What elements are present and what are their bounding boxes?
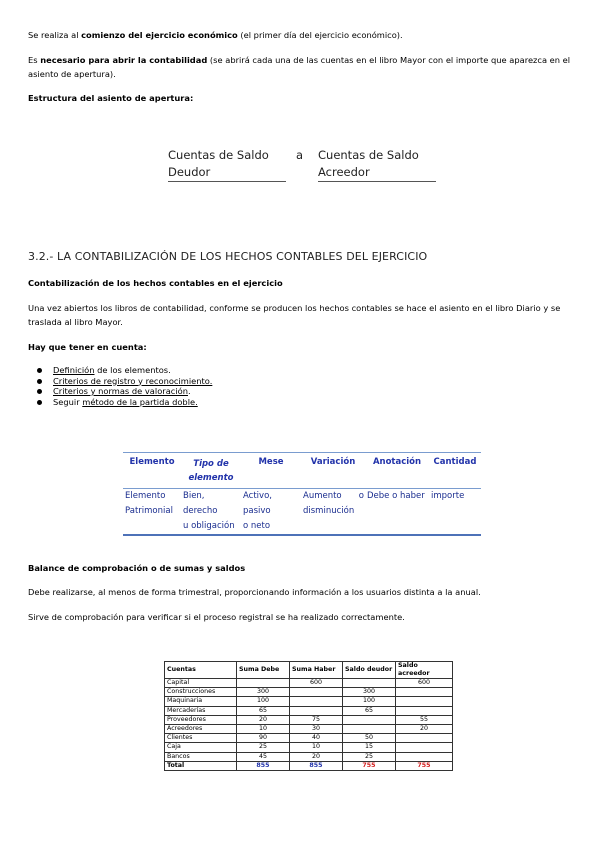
asiento-separator: a <box>296 148 304 162</box>
table-cell <box>290 688 343 697</box>
table-cell: 30 <box>290 724 343 733</box>
table-cell <box>123 489 181 536</box>
asiento-left <box>168 147 286 182</box>
table-cell: 15 <box>343 743 396 752</box>
col-header: Mese <box>241 453 301 489</box>
table-cell: Mercaderías <box>165 706 237 715</box>
table-header-row <box>123 453 481 489</box>
table-row <box>165 752 453 761</box>
table-cell <box>290 697 343 706</box>
total-saldo-deudor: 755 <box>343 761 396 770</box>
col-header: Tipo de elemento <box>181 453 241 489</box>
balance-table <box>164 661 453 771</box>
total-row <box>165 761 453 770</box>
asiento-left-underline <box>168 181 286 182</box>
section-paragraph: Una vez abiertos los libros de contabilidad, conforme se producen los hechos contables se hace el asiento en el libro Diario y se traslada al libro Mayor. <box>28 303 561 327</box>
elements-table <box>123 452 481 536</box>
intro-paragraph-2 <box>28 53 573 81</box>
table-cell: Bancos <box>165 752 237 761</box>
text: Se realiza al <box>28 30 82 40</box>
table-cell <box>396 697 453 706</box>
section-subtitle: Contabilización de los hechos contables en el ejercicio <box>28 278 283 288</box>
table-cell <box>396 734 453 743</box>
asiento-right-line2: Acreedor <box>318 165 370 179</box>
balance-title: Balance de comprobación o de sumas y saldos <box>28 563 246 573</box>
table-cell: 20 <box>237 715 290 724</box>
table-row <box>165 706 453 715</box>
balance-paragraph-1: Debe realizarse, al menos de forma trimestral, proporcionando información a los usuarios distinta a la anual. <box>28 587 481 597</box>
cell-text: importe <box>431 491 465 501</box>
text: (se abrirá cada una de las cuentas en el libro Mayor con el importe que aparezca en el asiento de apertura). <box>28 55 571 79</box>
table-row <box>165 697 453 706</box>
cell-text: Debe o haber <box>367 491 425 501</box>
table-cell <box>237 679 290 688</box>
table-row <box>165 743 453 752</box>
balance-table-body <box>165 679 453 762</box>
table-cell <box>396 706 453 715</box>
col-header: Cantidad <box>429 453 481 489</box>
table-cell: Construcciones <box>165 688 237 697</box>
bullet-item <box>36 397 212 408</box>
cell-text: Aumento <box>303 491 342 501</box>
table-cell: 300 <box>343 688 396 697</box>
tener-heading: Hay que tener en cuenta: <box>28 342 147 352</box>
table-row <box>165 724 453 733</box>
intro-paragraph-1 <box>28 28 573 42</box>
table-cell: 10 <box>290 743 343 752</box>
total-label: Total <box>165 761 237 770</box>
estructura-heading: Estructura del asiento de apertura: <box>28 93 194 103</box>
criterios-registro-link[interactable]: Criterios de registro y reconocimiento. <box>53 375 213 386</box>
table-cell: Maquinaria <box>165 697 237 706</box>
bullet-item <box>36 386 212 397</box>
balance-paragraph-2: Sirve de comprobación para verificar si el proceso registral se ha realizado correctamente. <box>28 612 405 622</box>
table-cell: 40 <box>290 734 343 743</box>
table-cell: Clientes <box>165 734 237 743</box>
bullet-item <box>36 376 212 387</box>
text: (el primer día del ejercicio económico). <box>237 30 403 40</box>
table-cell: 600 <box>396 679 453 688</box>
table-cell: 100 <box>237 697 290 706</box>
table-cell <box>241 489 301 536</box>
bold-text: comienzo del ejercicio económico <box>81 30 238 40</box>
table-cell: 20 <box>396 724 453 733</box>
asiento-left-line2: Deudor <box>168 165 211 179</box>
table-cell: 600 <box>290 679 343 688</box>
total-suma-haber: 855 <box>290 761 343 770</box>
table-cell: 50 <box>343 734 396 743</box>
cell-text: Patrimonial <box>125 506 173 516</box>
cell-text: u obligación <box>183 521 235 531</box>
col-header: Suma Haber <box>290 662 343 679</box>
table-cell: 20 <box>290 752 343 761</box>
o-connector: o <box>358 491 364 501</box>
table-cell: Capital <box>165 679 237 688</box>
table-cell: 300 <box>237 688 290 697</box>
table-cell: 90 <box>237 734 290 743</box>
text: de los elementos. <box>94 365 171 375</box>
section-title: 3.2.- LA CONTABILIZACIÓN DE LOS HECHOS CONTABLES DEL EJERCICIO <box>28 250 428 263</box>
text: Es <box>28 55 41 65</box>
table-cell: 10 <box>237 724 290 733</box>
cell-text: disminución <box>303 506 355 516</box>
col-header: Saldo acreedor <box>396 662 453 679</box>
cell-text: Elemento <box>125 491 166 501</box>
table-row <box>165 688 453 697</box>
asiento-left-line1: Cuentas de Saldo <box>168 148 269 162</box>
table-cell: 65 <box>237 706 290 715</box>
table-cell: Caja <box>165 743 237 752</box>
table-cell: 25 <box>343 752 396 761</box>
table-row <box>165 734 453 743</box>
table-cell: 65 <box>343 706 396 715</box>
col-header: Cuentas <box>165 662 237 679</box>
bullet-list <box>36 365 212 407</box>
col-header: Saldo deudor <box>343 662 396 679</box>
cell-text: Activo, pasivo <box>243 491 272 516</box>
total-suma-debe: 855 <box>237 761 290 770</box>
col-header: Suma Debe <box>237 662 290 679</box>
table-cell: Acreedores <box>165 724 237 733</box>
table-cell <box>301 489 365 536</box>
table-cell <box>396 688 453 697</box>
table-cell: Proveedores <box>165 715 237 724</box>
table-cell <box>181 489 241 536</box>
table-cell <box>396 743 453 752</box>
col-header: Anotación <box>365 453 429 489</box>
table-cell <box>365 489 429 536</box>
table-cell: 25 <box>237 743 290 752</box>
table-cell <box>290 706 343 715</box>
table-cell <box>343 715 396 724</box>
table-cell <box>396 752 453 761</box>
table-cell: 45 <box>237 752 290 761</box>
total-saldo-acreedor: 755 <box>396 761 453 770</box>
text: . <box>187 386 191 396</box>
asiento-right <box>318 147 436 182</box>
table-header-row <box>165 662 453 679</box>
table-row <box>165 679 453 688</box>
partida-doble-link[interactable]: método de la partida doble. <box>82 396 198 407</box>
table-row <box>123 489 481 536</box>
table-cell: 75 <box>290 715 343 724</box>
table-cell <box>429 489 481 536</box>
table-cell: 100 <box>343 697 396 706</box>
definicion-link[interactable]: Definición <box>53 365 95 375</box>
col-header: Variación <box>301 453 365 489</box>
bullet-item <box>36 365 212 376</box>
table-cell: 55 <box>396 715 453 724</box>
asiento-right-underline <box>318 181 436 182</box>
col-header: Elemento <box>123 453 181 489</box>
cell-text: Bien, derecho <box>183 491 218 516</box>
bold-text: necesario para abrir la contabilidad <box>40 55 208 65</box>
table-cell <box>343 724 396 733</box>
table-row <box>165 715 453 724</box>
text: Seguir <box>53 396 83 407</box>
criterios-valoracion-link[interactable]: Criterios y normas de valoración <box>53 386 188 396</box>
table-cell <box>343 679 396 688</box>
cell-text: o neto <box>243 521 271 531</box>
asiento-right-line1: Cuentas de Saldo <box>318 148 419 162</box>
